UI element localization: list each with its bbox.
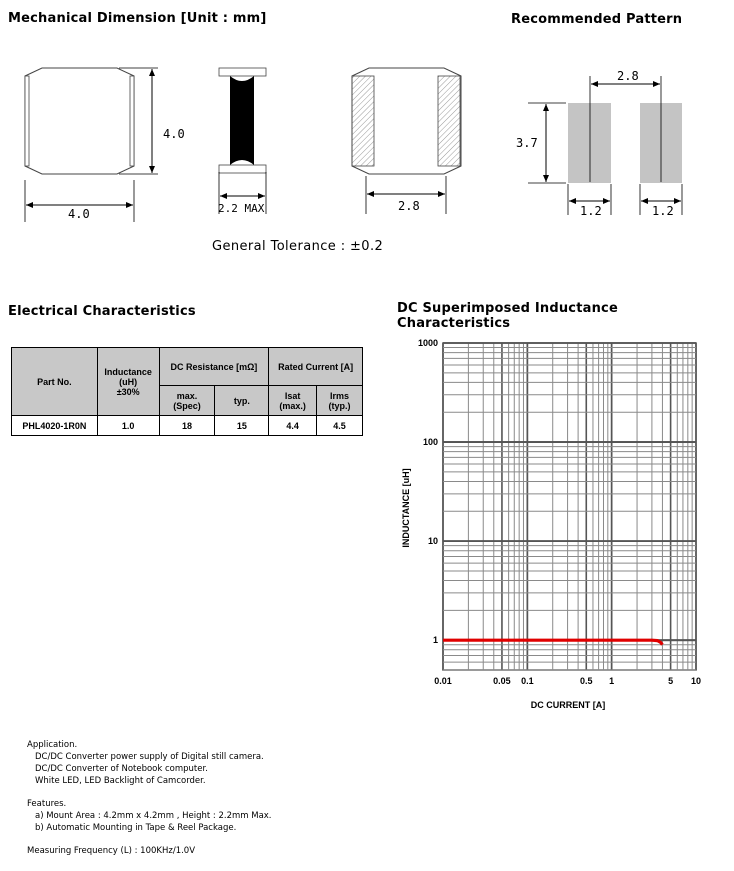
side-view [219, 68, 266, 214]
bottom-view [352, 68, 461, 214]
cell-inductance: 1.0 [97, 416, 159, 436]
table-row [12, 416, 363, 436]
x-tick-label: 1 [609, 676, 615, 686]
mechanical-dimension-heading: Mechanical Dimension [Unit : mm] [8, 11, 267, 26]
header-isat: Isat (max.) [269, 386, 317, 416]
header-inductance: Inductance (uH) ±30% [97, 348, 159, 416]
cell-dcr-max: 18 [159, 416, 215, 436]
y-tick-label: 1000 [417, 338, 438, 348]
pattern-height-label: 3.7 [516, 136, 538, 150]
cell-dcr-typ: 15 [215, 416, 269, 436]
cell-part: PHL4020-1R0N [12, 416, 98, 436]
top-view [25, 68, 158, 222]
x-tick-label: 0.05 [493, 676, 511, 686]
chart-y-axis-label: INDUCTANCE [uH] [401, 468, 411, 548]
x-tick-label: 0.1 [521, 676, 534, 686]
chart-grid [443, 343, 696, 670]
chart-x-axis-label: DC CURRENT [A] [530, 700, 606, 710]
notes-block [27, 739, 427, 857]
general-tolerance: General Tolerance : ±0.2 [212, 239, 384, 254]
measuring-frequency: Measuring Frequency (L) : 100KHz/1.0V [27, 846, 196, 856]
pattern-pad-right-label: 1.2 [652, 204, 674, 218]
features-item: a) Mount Area : 4.2mm x 4.2mm , Height : 2.2mm Max. [35, 811, 272, 821]
recommended-pattern-heading: Recommended Pattern [511, 12, 683, 27]
x-tick-label: 10 [690, 676, 702, 686]
header-dcr-typ: typ. [215, 386, 269, 416]
application-item: White LED, LED Backlight of Camcorder. [35, 776, 206, 786]
pattern-pad-left-label: 1.2 [580, 204, 602, 218]
y-tick-label: 10 [427, 536, 438, 547]
dc-superimposed-heading: DC Superimposed Inductance Characteristics [397, 301, 618, 331]
y-tick-label: 100 [422, 437, 438, 448]
plot-frame [443, 343, 696, 670]
header-dcr-max: max. (Spec) [159, 386, 215, 416]
header-irms: Irms (typ.) [317, 386, 363, 416]
application-item: DC/DC Converter of Notebook computer. [35, 764, 208, 774]
header-rated-current: Rated Current [A] [269, 348, 363, 386]
header-dc-resistance: DC Resistance [mΩ] [159, 348, 269, 386]
cell-irms: 4.5 [317, 416, 363, 436]
terminal-dimension-label: 2.8 [398, 199, 420, 213]
x-tick-label: 0.01 [434, 676, 452, 686]
pad-left [568, 103, 611, 183]
thickness-dimension-label: 2.2 MAX [218, 202, 265, 215]
features-item: b) Automatic Mounting in Tape & Reel Package. [35, 823, 237, 833]
recommended-pattern-drawing [500, 60, 734, 230]
application-item: DC/DC Converter power supply of Digital still camera. [35, 752, 264, 762]
electrical-characteristics-heading: Electrical Characteristics [8, 304, 196, 319]
y-tick-label: 1 [432, 635, 438, 646]
header-part-no: Part No. [12, 348, 98, 416]
height-dimension-label: 4.0 [163, 127, 185, 141]
dc-superimposed-chart [395, 330, 734, 715]
cell-isat: 4.4 [269, 416, 317, 436]
x-tick-label: 5 [668, 676, 674, 686]
pattern-gap-label: 2.8 [617, 69, 639, 83]
electrical-characteristics-table [11, 347, 363, 436]
width-dimension-label: 4.0 [68, 207, 90, 221]
x-tick-label: 0.5 [580, 676, 593, 686]
mechanical-drawing [0, 40, 500, 230]
features-title: Features. [27, 799, 67, 809]
application-title: Application. [27, 740, 78, 750]
